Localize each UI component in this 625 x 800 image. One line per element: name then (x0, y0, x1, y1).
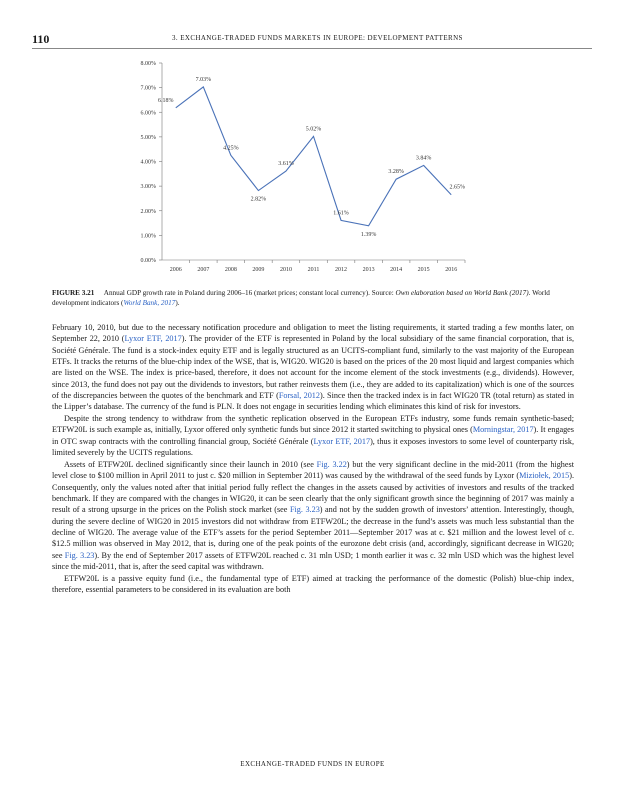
x-tick-label: 2016 (445, 267, 458, 273)
citation-link[interactable]: Lyxor ETF, 2017 (124, 334, 182, 344)
y-tick-label: 4.00% (140, 159, 156, 166)
x-tick-label: 2014 (390, 267, 403, 273)
paragraph-1 (52, 322, 574, 413)
data-label: 3.84% (415, 155, 432, 162)
text-run: Assets of ETFW20L declined significantly since their launch in 2010 (see (64, 459, 317, 469)
body-text (52, 322, 574, 596)
citation-link[interactable]: Morningstar, 2017 (472, 425, 534, 435)
citation-link[interactable]: Forsal, 2012 (278, 391, 320, 401)
data-label: 2.82% (250, 196, 267, 203)
text-run: ). It engages in OTC swap contracts with the controlling financial group, Société Générale ( (52, 425, 574, 446)
text-run: ), thus it exposes investors to some level of counterparty risk, limited severely by the UCITS regulations. (52, 436, 574, 458)
caption-text: Annual GDP growth rate in Poland during 2006–16 (market prices; constant local currency). Source: (103, 289, 394, 297)
running-title: 3. EXCHANGE-TRADED FUNDS MARKETS IN EUROPE: DEVELOPMENT PATTERNS (172, 34, 463, 42)
paragraph-2 (52, 413, 574, 458)
text-run: ) and not by the sudden growth of investors’ attention. Interestingly, though, during the severe decline of WIG20 in 2015 investors did not withdraw from ETFW20L; the decrease in the fund’s assets was much less substantial than the decline of WIG20. The average value of the ETF’s assets for the period September 2011—September 2017 was at c. $21 million and the lowest level of c. $12.5 million was observed in May 2012, that is, during one of the peak points of the eurozone debt crisis (and, accordingly, significant decrease in WIG20; see (52, 505, 574, 560)
page-footer: EXCHANGE-TRADED FUNDS IN EUROPE (240, 760, 385, 768)
paragraph-4 (52, 573, 574, 596)
header-rule (32, 48, 592, 49)
y-tick-label: 6.00% (140, 110, 156, 117)
page-number: 110 (32, 32, 50, 46)
data-label: 4.25% (223, 145, 239, 152)
data-label: 3.28% (388, 169, 404, 176)
y-tick-label: 0.00% (140, 258, 156, 264)
y-tick-label: 7.00% (140, 85, 156, 92)
text-run: ) but the very significant decline in the mid-2011 (from the highest level close to $100 million in April 2011 to just c. $20 million in September 2011) was caused by the withdrawal of the seed funds by Lyxor ( (52, 459, 574, 481)
text-run: February 10, 2010, but due to the necessary notification procedure and obligation to meet the listing requirements, it started trading a few months later, on September 22, 2010 ( (52, 323, 574, 344)
data-label: 1.61% (333, 210, 349, 217)
text-run: ETFW20L is a passive equity fund (i.e., the fundamental type of ETF) aimed at tracking the performance of the domestic (Polish) blue-chip index, therefore, essential parameters to be considered in its evaluation are both (52, 573, 574, 595)
x-tick-label: 2012 (335, 267, 348, 273)
text-run: ). Consequently, only the values noted after that initial period fully reflect the changes in the assets caused by activities of investors and results of the tracked benchmark. If they are compared with the changes in WIG20, it can be seen clearly that the only significant growth since the beginning of 2017 was mainly a result of a strong upsurge in the prices on the Polish stock market (see (52, 471, 574, 515)
text-run: Despite the strong tendency to withdraw from the synthetic replication observed in the European ETFs industry, some funds remain synthetic-based; ETFW20L is such example as, initially, Lyxor offered only synthetic funds but since 2012 it started switching to physical ones ( (52, 414, 574, 435)
y-tick-label: 5.00% (140, 134, 156, 141)
x-tick-label: 2007 (197, 267, 210, 273)
x-tick-label: 2006 (169, 267, 182, 273)
y-tick-label: 8.00% (140, 61, 156, 67)
y-tick-label: 1.00% (140, 233, 156, 240)
text-run: ). By the end of September 2017 assets of ETFW20L reached c. 31 mln USD; 1 month earlier it was c. 32 mln USD which was the highest level since the mid-2011, that is, after the seed capital was withdrawn. (52, 550, 574, 571)
figure-link[interactable]: Fig. 3.22 (316, 459, 347, 469)
y-axis (141, 61, 163, 264)
text-run: ). The provider of the ETF is represented in Poland by the local subsidiary of the same financial corporation, that is, Société Générale. The fund is a stock-index equity ETF and is legally structured as an UCITS-compliant fund, similarly to the vast majority of the European ETFs. It tracks the returns of the blue-chip index of the WSE, that is, WIG20. WIG20 is based on the prices of the 20 most liquid and largest companies which are listed on the WSE. The index is price-based, therefore, it does not account for the income element of the stock investments (e.g., dividends). However, since 2013, the fund does not pay out the dividends to investors, but rather reinvests them (i.e., they are added to its capitalization) which is one of the sources of the discrepancies between the quotes of the benchmark and ETF ( (52, 334, 574, 401)
caption-source-end: ). (175, 299, 180, 307)
x-tick-label: 2015 (417, 267, 430, 273)
x-tick-label: 2008 (224, 267, 237, 273)
y-tick-label: 2.00% (140, 208, 156, 215)
figure-link[interactable]: Fig. 3.23 (289, 505, 320, 515)
figure-label: FIGURE 3.21 (52, 289, 95, 297)
series-line-group (176, 87, 451, 226)
data-labels (158, 77, 465, 238)
y-tick-label: 3.00% (140, 184, 156, 191)
x-axis (162, 260, 465, 273)
x-tick-label: 2009 (252, 267, 265, 273)
paragraph-3 (52, 459, 574, 572)
figure-link[interactable]: Fig. 3.23 (64, 550, 95, 560)
caption-source-link[interactable]: World Bank, 2017 (123, 299, 176, 307)
x-tick-label: 2011 (307, 267, 320, 273)
citation-link[interactable]: Miziołek, 2015 (519, 471, 570, 481)
gdp-growth-line (176, 87, 451, 226)
data-label: 3.61% (278, 161, 294, 168)
x-tick-label: 2010 (279, 267, 292, 273)
caption-source-text: World development indicators ( (52, 289, 550, 307)
text-run: ). Since then the tracked index is in fact WIG20 TR (total return) as stated in the Lipper’s database. The currency of the fund is PLN. It does not engage in securities lending which eliminates this kind of risk for investors. (52, 391, 574, 412)
data-label: 7.03% (195, 76, 212, 83)
gdp-growth-chart (120, 55, 480, 280)
data-label: 6.18% (158, 97, 174, 104)
data-label: 2.65% (449, 184, 465, 191)
x-tick-label: 2013 (362, 267, 375, 273)
caption-source: Own elaboration based on World Bank (2017). (395, 289, 531, 297)
data-label: 5.02% (305, 126, 322, 133)
page-header (32, 32, 592, 48)
citation-link[interactable]: Lyxor ETF, 2017 (313, 436, 371, 446)
figure-caption (52, 288, 574, 308)
data-label: 1.39% (360, 231, 377, 238)
